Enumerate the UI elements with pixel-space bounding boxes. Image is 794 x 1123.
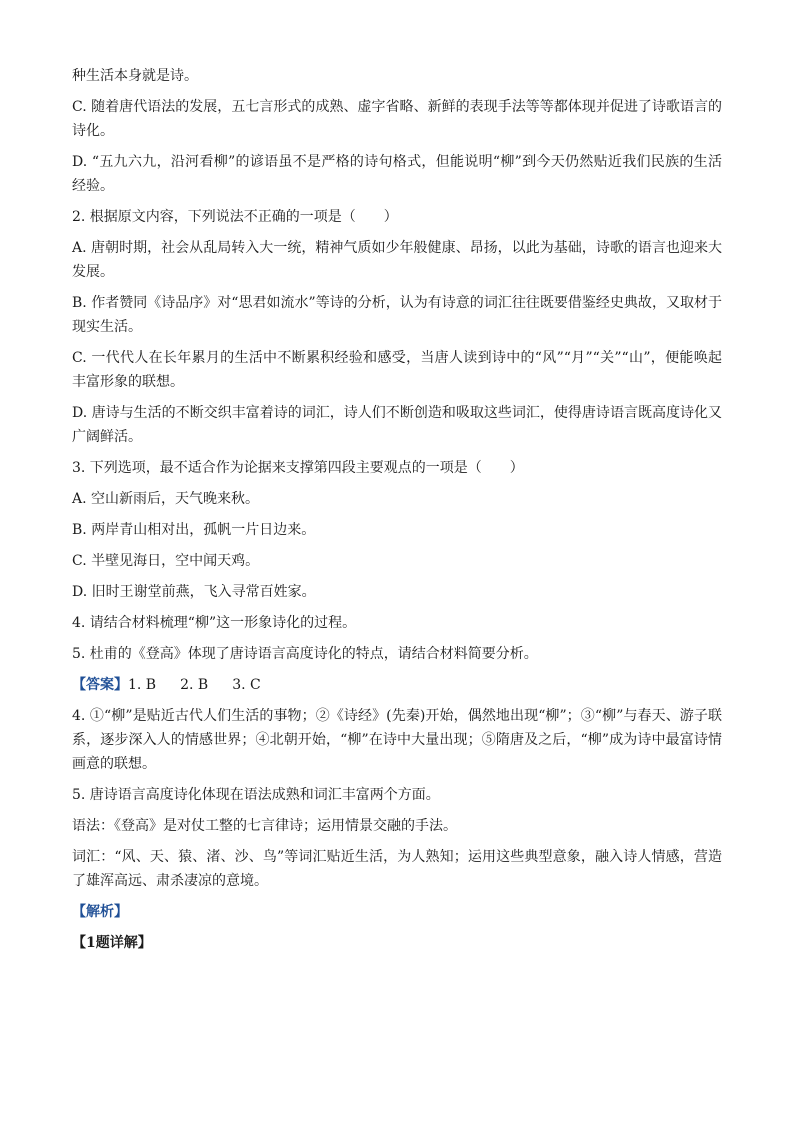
document-content <box>72 64 722 962</box>
answer-4: 4. ①“柳”是贴近古代人们生活的事物；②《诗经》(先秦)开始，偶然地出现“柳”；③“柳”与春天、游子联系，逐步深入人的情感世界；④北朝开始，“柳”在诗中大量出现；⑤隋唐及之后，“柳”成为诗中最富诗情画意的联想。 <box>72 708 722 772</box>
answer-5: 5. 唐诗语言高度诗化体现在语法成熟和词汇丰富两个方面。 <box>72 787 440 803</box>
option-2d: D. 唐诗与生活的不断交织丰富着诗的词汇，诗人们不断创造和吸取这些词汇，使得唐诗语言既高度诗化又广阔鲜活。 <box>72 405 722 445</box>
option-2c: C. 一代代人在长年累月的生活中不断累积经验和感受，当唐人读到诗中的“风”“月”“关”“山”，便能唤起丰富形象的联想。 <box>72 350 722 390</box>
answer-line <box>72 673 722 697</box>
option-1c: C. 随着唐代语法的发展，五七言形式的成熟、虚字省略、新鲜的表现手法等等都体现并促进了诗歌语言的诗化。 <box>72 99 722 139</box>
detail-heading <box>72 931 722 955</box>
paragraph-continuation: 种生活本身就是诗。 <box>72 68 198 84</box>
answer-5-vocabulary: 词汇：“风、天、猿、渚、沙、鸟”等词汇贴近生活，为人熟知；运用这些典型意象，融入诗人情感，营造了雄浑高远、肃杀凄凉的意境。 <box>72 849 722 889</box>
option-2a: A. 唐朝时期，社会从乱局转入大一统，精神气质如少年般健康、昂扬，以此为基础，诗歌的语言也迎来大发展。 <box>72 240 722 280</box>
question-4: 4. 请结合材料梳理“柳”这一形象诗化的过程。 <box>72 615 357 631</box>
question-5: 5. 杜甫的《登高》体现了唐诗语言高度诗化的特点，请结合材料简要分析。 <box>72 646 538 662</box>
detail-tag: 【1题详解】 <box>72 935 152 951</box>
answer-tag: 【答案】 <box>72 677 128 693</box>
option-3d: D. 旧时王谢堂前燕，飞入寻常百姓家。 <box>72 584 316 600</box>
analysis-heading <box>72 900 722 924</box>
option-2b: B. 作者赞同《诗品序》对“思君如流水”等诗的分析，认为有诗意的词汇往往既要借鉴经史典故，又取材于现实生活。 <box>72 295 722 335</box>
question-2: 2. 根据原文内容，下列说法不正确的一项是（ ） <box>72 209 398 225</box>
option-1d: D. “五九六九，沿河看柳”的谚语虽不是严格的诗句格式，但能说明“柳”到今天仍然贴近我们民族的生活经验。 <box>72 154 722 194</box>
answer-item-1: 1. B <box>128 677 157 693</box>
analysis-tag: 【解析】 <box>72 904 128 920</box>
option-3b: B. 两岸青山相对出，孤帆一片日边来。 <box>72 522 316 538</box>
answer-5-grammar: 语法：《登高》是对仗工整的七言律诗；运用情景交融的手法。 <box>72 818 457 834</box>
option-3a: A. 空山新雨后，天气晚来秋。 <box>72 491 260 507</box>
answer-item-2: 2. B <box>180 677 209 693</box>
answer-item-3: 3. C <box>232 677 261 693</box>
option-3c: C. 半壁见海日，空中闻天鸡。 <box>72 553 260 569</box>
question-3: 3. 下列选项，最不适合作为论据来支撑第四段主要观点的一项是（ ） <box>72 460 524 476</box>
